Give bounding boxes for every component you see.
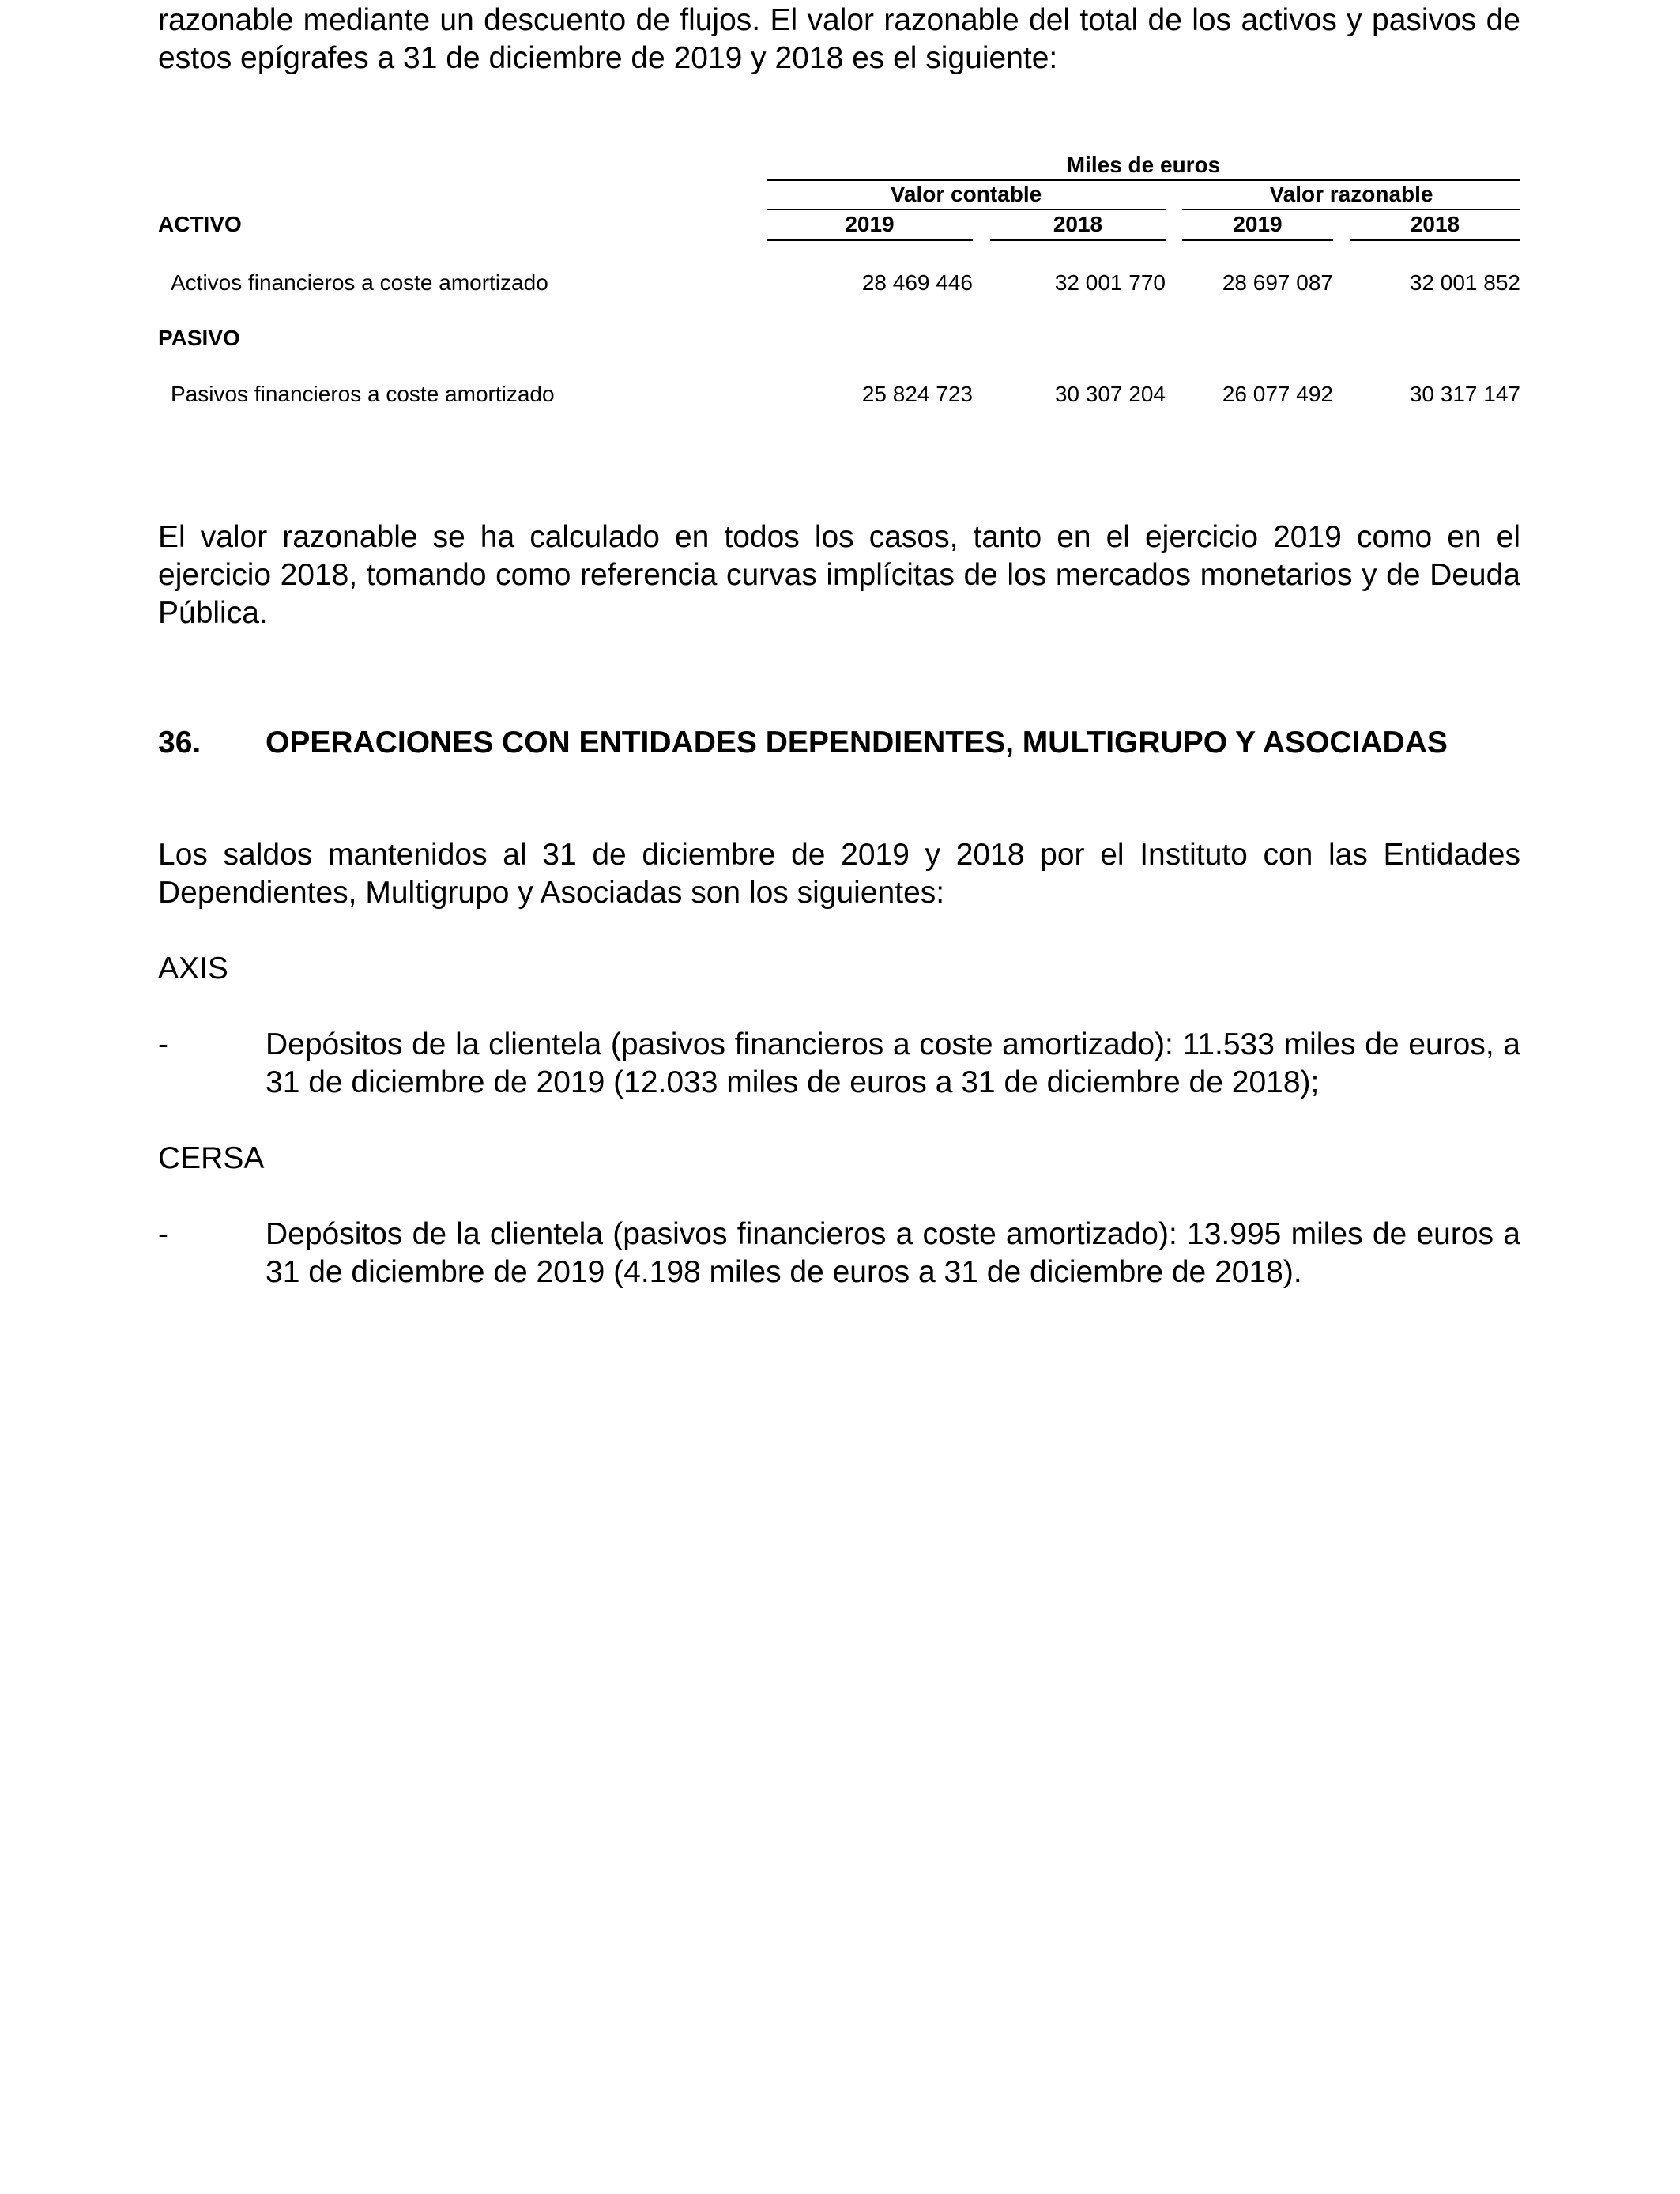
balances-intro-paragraph: Los saldos mantenidos al 31 de diciembre de 2019 y 2018 por el Instituto con las Entidades Dependientes, Multigrupo y Asociadas son los siguientes:	[158, 838, 1520, 910]
bullet-dash: -	[158, 1027, 168, 1061]
table-cell: 30 307 204	[1054, 382, 1166, 406]
table-cell: 32 001 852	[1409, 270, 1520, 295]
year-rule	[767, 239, 973, 241]
table-cell: 28 697 087	[1222, 270, 1333, 295]
fair-value-method-paragraph: El valor razonable se ha calculado en todos los casos, tanto en el ejercicio 2019 como en el ejercicio 2018, tomando como referencia curvas implícitas de los mercados monetarios y de Deuda Pública.	[158, 520, 1520, 630]
year-rule	[990, 239, 1166, 241]
row-label-activos: Activos financieros a coste amortizado	[171, 270, 548, 295]
group-rule-razonable	[1182, 209, 1520, 210]
section-pasivo: PASIVO	[158, 326, 240, 350]
group-rule-contable	[767, 209, 1166, 210]
year-rule	[1182, 239, 1333, 241]
intro-paragraph: razonable mediante un descuento de flujos. El valor razonable del total de los activos y pasivos de estos epígrafes a 31 de diciembre de 2019 y 2018 es el siguiente:	[158, 3, 1520, 75]
year-header: 2018	[1410, 212, 1460, 236]
table-cell: 30 317 147	[1409, 382, 1520, 406]
group-valor-contable: Valor contable	[890, 182, 1042, 206]
bullet-dash: -	[158, 1217, 168, 1251]
group-valor-razonable: Valor razonable	[1269, 182, 1433, 206]
year-header: 2018	[1053, 212, 1103, 236]
table-cell: 25 824 723	[861, 382, 973, 406]
cersa-bullet: Depósitos de la clientela (pasivos financieros a coste amortizado): 13.995 miles de euros a 31 de diciembre de 2019 (4.198 miles de euros a 31 de diciembre de 2018).	[266, 1217, 1520, 1289]
row-label-pasivos: Pasivos financieros a coste amortizado	[171, 382, 555, 406]
table-cell: 26 077 492	[1222, 382, 1333, 406]
year-rule	[1350, 239, 1520, 241]
table-cell: 28 469 446	[861, 270, 973, 295]
section-activo: ACTIVO	[158, 212, 242, 236]
year-header: 2019	[845, 212, 895, 236]
axis-bullet: Depósitos de la clientela (pasivos financieros a coste amortizado): 11.533 miles de euros, a 31 de diciembre de 2019 (12.033 miles de euros a 31 de diciembre de 2018);	[266, 1027, 1520, 1099]
axis-heading: AXIS	[158, 952, 228, 986]
header-rule	[767, 179, 1520, 181]
section-number: 36.	[158, 726, 202, 760]
cersa-heading: CERSA	[158, 1141, 265, 1175]
units-header: Miles de euros	[1066, 153, 1221, 177]
section-title: OPERACIONES CON ENTIDADES DEPENDIENTES, MULTIGRUPO Y ASOCIADAS	[266, 726, 1448, 760]
table-cell: 32 001 770	[1054, 270, 1166, 295]
year-header: 2019	[1233, 212, 1283, 236]
